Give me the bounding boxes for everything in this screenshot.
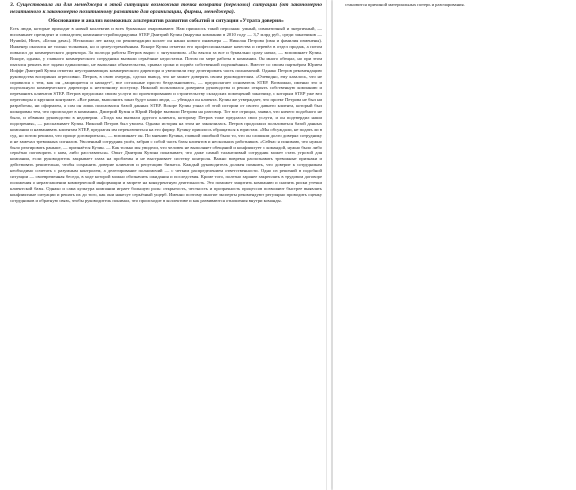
question-title: 3. Существовала ли для менеджера в этой ситуации возможная точка возврата (переломл) ситуации (от закономерно негативного к закономерно позитивному развитию для организации, фирмы, менеджера). <box>10 2 322 16</box>
continued-text: становится причиной материальных потерь и разочарования. <box>345 2 465 7</box>
page-margin-divider <box>326 0 327 490</box>
document-page-right <box>333 0 576 490</box>
body-text: Есть люди, которые приходят в новый коллектив и всех буквально очаровывают. Нам пришлось такой персонаж: умный, симпатичный и энергичный, — вспоминает президент и совладелец компании-стройподрядчика STEP Дмитрий Кузин (выручка компании в 2010 году — 3,7 млрд руб., среди заказчиков — Hyundai, Hines, «Белая дача»). Несколько лет назад по рекомендации коллег он нанял нового инженера — Николая Петрова (имя и фамилия изменены). Инженер оказался не только толковым, но и целеустремлённым. Вскоре Кузин отметил его профессиональные качества и перевёл в отдел продаж, а потом повысил до коммерческого директора. За полгода работы Петров вырос с энтузиазмом. «Он взялся за все и буквально сразу начал, — вспоминает Кузин. Вскоре, однако, у главного коммерческого сотрудника вызвали серьёзные недостатки. Потом по мере работы в компании. Он много обещал, но при этом пытался решать все задачи единолично, не выполнял обязательства, срывал сроки и подвёл собственной подчинённых. Вместе со своим партнёром Юрием Иоффе Дмитрий Кузин отметил неустраивающих коммерческого директора и увеличили ему делегировать часть полномочий. Однако Петров рекомендацию руководства воспринял агрессивно. Петров, в свою очередь, сделал вывод, что не может доверять своим руководителям. «Очевидно, ему казалось, что не справился с тем, как он „защищается и нападет“, все остальные просто бездельничают», — предполагает основатель STEP. Возможно, именно это и подтолкнуло коммерческого директора к неэтичному поступку. Николай пользовался доверием руководства и решил открыть собственную компанию и переманить клиентов STEP. Петров предложил своим услуги по проектированию и строительству складских помещений заказчику, с которым STEP уже вел переговоры о крупном контракте. «Все равно, выполнить заказ будут наши люди, — убеждал он клиента. Кузин же утверждает, что проект Петрова не был ни разработан, ни оформлен, а сам он лишь пользовался базой данных STEP. Вскоре Кузин узнал об этой истории от своего давнего клиента, который был шокирован тем, что происходит в компании. Дмитрий Кузин и Юрий Иоффе вызвали Петрова на разговор. Тот все отрицал, заявил, что ничего подобного не было, и обвинил руководство в недоверии. «Тогда мы вызвали другого клиента, которому Петров тоже предлагал свои услуги, и он подтвердил наши подозрения», — рассказывает Кузин. Николай Петров был уволен. Однако история на этом не закончилась. Петров продолжил пользоваться базой данных компании и названивать клиентам STEP, предлагая им переключиться на его фирму. Кузину пришлось обращаться к юристам. «Мы обсуждали, не подать ли в суд, но потом решили, что проще договориться», — вспоминает он. По мнению Кузина, главной ошибкой было то, что он слишком долго доверял сотруднику и не замечал тревожных сигналов. Уволенный сотрудник ушёл, забрав с собой часть базы клиентов и нескольких работников. «Сейчас я понимаю, что нужно было реагировать раньше, — признаётся Кузин. — Как только мы увидели, что человек не выполняет обещаний и конфликтует с командой, нужно было либо серьёзно поговорить с ним, либо расставаться». Опыт Дмитрия Кузина показывает, что даже самый талантливый сотрудник может стать угрозой для компании, если руководитель закрывает глаза на проблемы и не выстраивает систему контроля. Важно вовремя распознавать тревожные признаки и действовать решительно, чтобы сохранить доверие клиентов и репутацию бизнеса. Каждый руководитель должен помнить, что доверие к сотрудникам необходимо сочетать с разумным контролем, а делегирование полномочий — с четким распределением ответственности. Одно из решений в подобной ситуации — своевременная беседа, в ходе которой можно обозначить ожидания и последствия. Кроме того, полезно заранее закреплять в трудовом договоре положения о неразглашении коммерческой информации и запрете на конкурентную деятельность. Это поможет защитить компанию и снизить риски утечки клиентской базы. Однако и сама культура компании играет большую роль: открытость, честность и прозрачность процессов позволяют быстрее выявлять конфликтные ситуации и решать их до того, как они нанесут серьёзный ущерб. Именно поэтому многие эксперты рекомендуют регулярно проводить оценку сотрудников и обратную связь, чтобы руководитель понимал, что происходит в коллективе и как развиваются отношения внутри команды. <box>10 26 322 203</box>
page-content <box>10 2 322 204</box>
section-title: Обоснование и анализ возможных альтернатив развития событий и ситуации «Утрата доверия» <box>48 18 284 25</box>
